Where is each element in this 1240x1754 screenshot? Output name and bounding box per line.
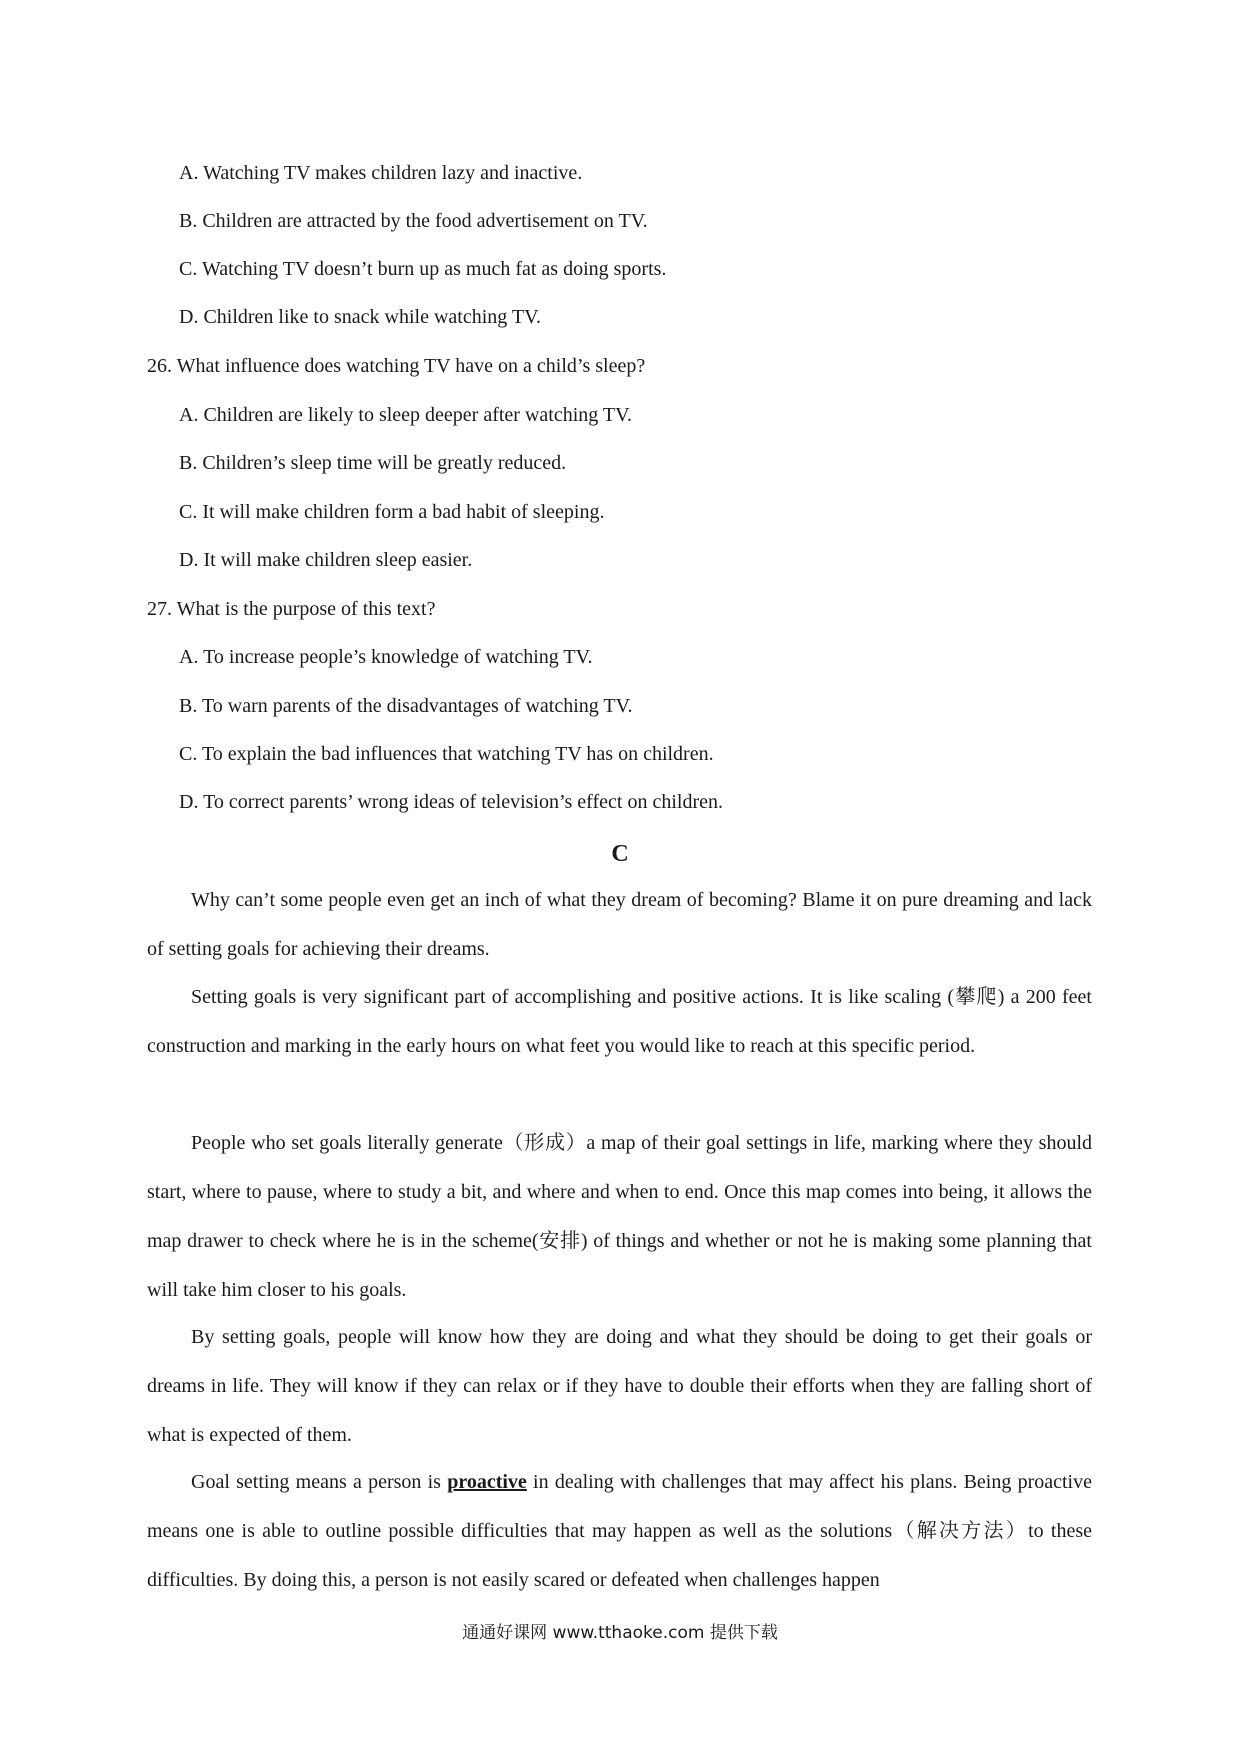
paragraph-5-start: Goal setting means a person is xyxy=(191,1471,448,1493)
q27-option-b: B. To warn parents of the disadvantages of watching TV. xyxy=(179,695,633,717)
paragraph-5-rest: in dealing with challenges that may affect his plans. Being proactive means one is able to outline possible difficulties that may happen as well as the solutions（解决方法）to these difficulties. By doing this, a person is not easily scared or defeated when challenges happen xyxy=(147,1471,1092,1591)
paragraph-5 xyxy=(147,1458,1092,1605)
underlined-word-proactive: proactive xyxy=(447,1471,527,1493)
footer-source: 通通好课网 www.tthaoke.com 提供下载 xyxy=(462,1623,778,1643)
q27-option-d: D. To correct parents’ wrong ideas of television’s effect on children. xyxy=(179,791,723,813)
q27-question: 27. What is the purpose of this text? xyxy=(147,598,436,620)
q25-option-b: B. Children are attracted by the food advertisement on TV. xyxy=(179,210,648,232)
q26-option-a: A. Children are likely to sleep deeper after watching TV. xyxy=(179,404,632,426)
paragraph-1: Why can’t some people even get an inch of what they dream of becoming? Blame it on pure dreaming and lack of setting goals for achieving their dreams. xyxy=(147,889,1092,960)
q25-option-d: D. Children like to snack while watching TV. xyxy=(179,306,541,328)
paragraph-4: By setting goals, people will know how they are doing and what they should be doing to get their goals or dreams in life. They will know if they can relax or if they have to double their efforts when they are falling short of what is expected of them. xyxy=(147,1326,1092,1446)
section-c-heading: C xyxy=(611,841,629,867)
q26-option-c: C. It will make children form a bad habit of sleeping. xyxy=(179,501,605,523)
q25-option-a: A. Watching TV makes children lazy and inactive. xyxy=(179,162,583,184)
q25-option-c: C. Watching TV doesn’t burn up as much fat as doing sports. xyxy=(179,258,667,280)
q26-option-b: B. Children’s sleep time will be greatly reduced. xyxy=(179,452,567,474)
q26-question: 26. What influence does watching TV have on a child’s sleep? xyxy=(147,355,646,377)
paragraph-3: People who set goals literally generate（形成）a map of their goal settings in life, marking where they should start, where to pause, where to study a bit, and where and when to end. Once this map comes into being, it allows the map drawer to check where he is in the scheme(安排) of things and whether or not he is making some planning that will take him closer to his goals. xyxy=(147,1132,1092,1301)
q26-option-d: D. It will make children sleep easier. xyxy=(179,549,473,571)
q27-option-c: C. To explain the bad influences that watching TV has on children. xyxy=(179,743,714,765)
q27-option-a: A. To increase people’s knowledge of watching TV. xyxy=(179,646,593,668)
paragraph-2: Setting goals is very significant part of accomplishing and positive actions. It is like scaling (攀爬) a 200 feet construction and marking in the early hours on what feet you would like to reach at this specific period. xyxy=(147,986,1092,1057)
